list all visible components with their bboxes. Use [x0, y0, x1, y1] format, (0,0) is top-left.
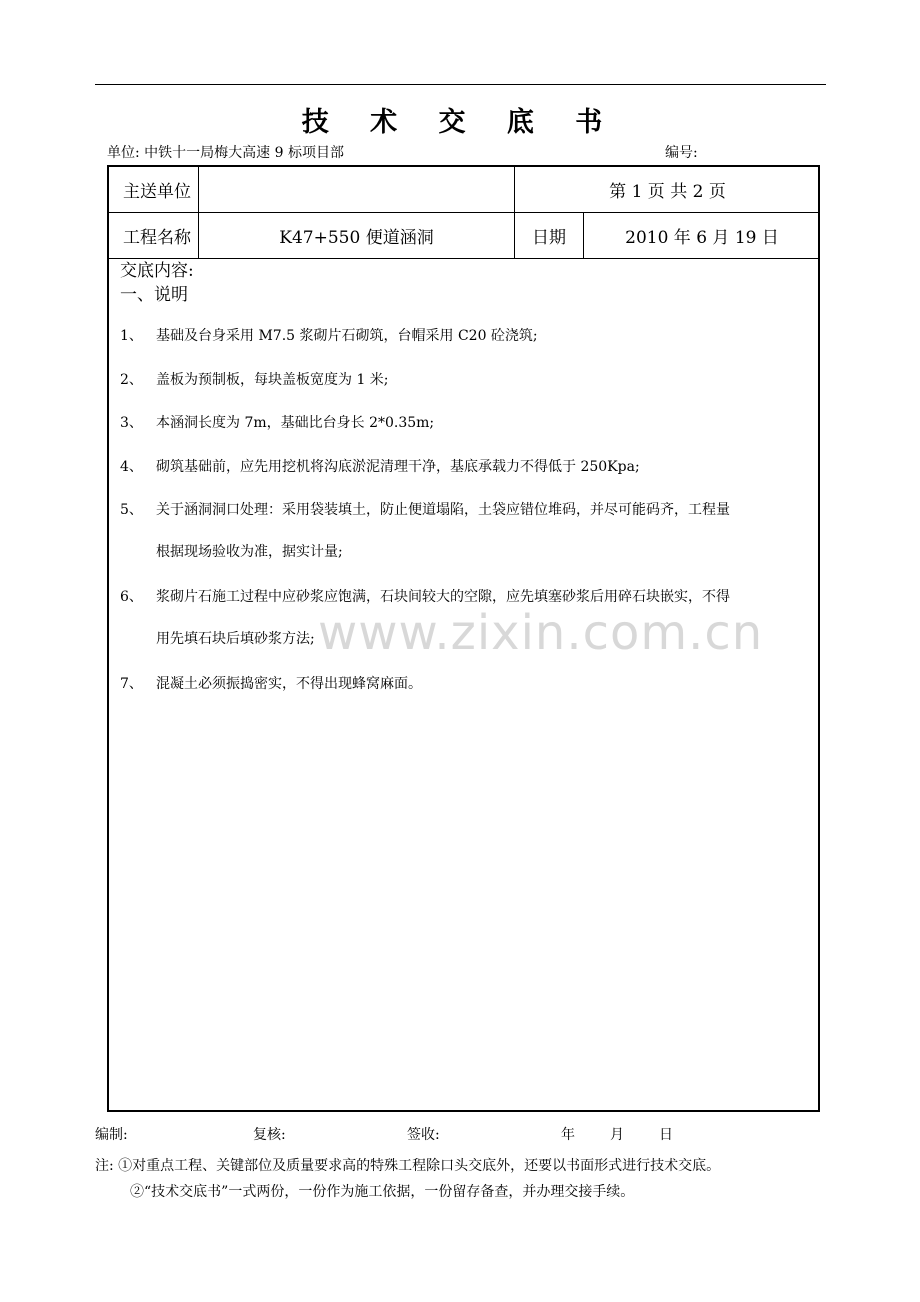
project-value: K47+550 便道涵洞 — [279, 228, 434, 248]
month-label: 月 — [610, 1127, 624, 1143]
page-info: 第 1 页 共 2 页 — [609, 182, 726, 202]
compiled-by-label: 编制: — [95, 1127, 128, 1143]
item-text: 浆砌片石施工过程中应砂浆应饱满，石块间较大的空隙，应先填塞砂浆后用碎石块嵌实，不得 — [156, 589, 730, 605]
project-label: 工程名称 — [123, 228, 191, 248]
item-text-continued: 用先填石块后填砂浆方法; — [156, 631, 315, 647]
day-label: 日 — [659, 1127, 673, 1143]
item-number: 4、 — [120, 459, 143, 475]
item-number: 5、 — [120, 502, 143, 518]
disclosure-content — [109, 259, 818, 1110]
item-text: 基础及台身采用 M7.5 浆砌片石砌筑，台帽采用 C20 砼浇筑; — [156, 328, 538, 344]
date-value: 2010 年 6 月 19 日 — [625, 228, 779, 248]
serial-label: 编号: — [665, 145, 698, 161]
year-label: 年 — [561, 1127, 575, 1143]
watermark: www.zixin.com.cn — [318, 605, 764, 661]
content-title: 交底内容: — [120, 261, 194, 281]
list-item — [120, 674, 822, 694]
item-number: 1、 — [120, 328, 143, 344]
list-item — [120, 326, 822, 346]
unit-label: 单位: — [107, 145, 140, 161]
item-text: 砌筑基础前，应先用挖机将沟底淤泥清理干净，基底承载力不得低于 250Kpa; — [156, 459, 640, 475]
item-text: 关于涵洞洞口处理：采用袋装填土，防止便道塌陷，土袋应错位堆码，并尽可能码齐，工程量 — [156, 502, 730, 518]
list-item — [120, 413, 822, 433]
item-number: 3、 — [120, 415, 143, 431]
note-line-1: 注: ①对重点工程、关键部位及质量要求高的特殊工程除口头交底外，还要以书面形式进行技术交底。 — [95, 1158, 721, 1174]
unit-line — [107, 142, 344, 162]
note-line-2: ②“技术交底书”一式两份，一份作为施工依据，一份留存备查，并办理交接手续。 — [130, 1184, 635, 1200]
sender-value — [199, 167, 514, 212]
unit-value: 中铁十一局梅大高速 9 标项目部 — [144, 145, 344, 161]
section-heading: 一、说明 — [120, 285, 188, 305]
item-number: 7、 — [120, 676, 143, 692]
item-number: 6、 — [120, 589, 143, 605]
top-rule — [95, 84, 826, 85]
item-text: 盖板为预制板，每块盖板宽度为 1 米; — [156, 372, 389, 388]
item-text: 混凝土必须振捣密实，不得出现蜂窝麻面。 — [156, 676, 422, 692]
list-item — [120, 370, 822, 390]
item-text-continued: 根据现场验收为准，据实计量; — [156, 544, 343, 560]
document-title: 技 术 交 底 书 — [301, 107, 619, 138]
sender-label: 主送单位 — [123, 182, 191, 202]
reviewed-by-label: 复核: — [253, 1127, 286, 1143]
table-row-sender — [109, 167, 818, 213]
received-by-label: 签收: — [407, 1127, 440, 1143]
table-row-project — [109, 213, 818, 259]
list-item — [120, 500, 822, 560]
date-label: 日期 — [532, 228, 566, 248]
item-text: 本涵洞长度为 7m，基础比台身长 2*0.35m; — [156, 415, 435, 431]
item-number: 2、 — [120, 372, 143, 388]
list-item — [120, 457, 822, 477]
